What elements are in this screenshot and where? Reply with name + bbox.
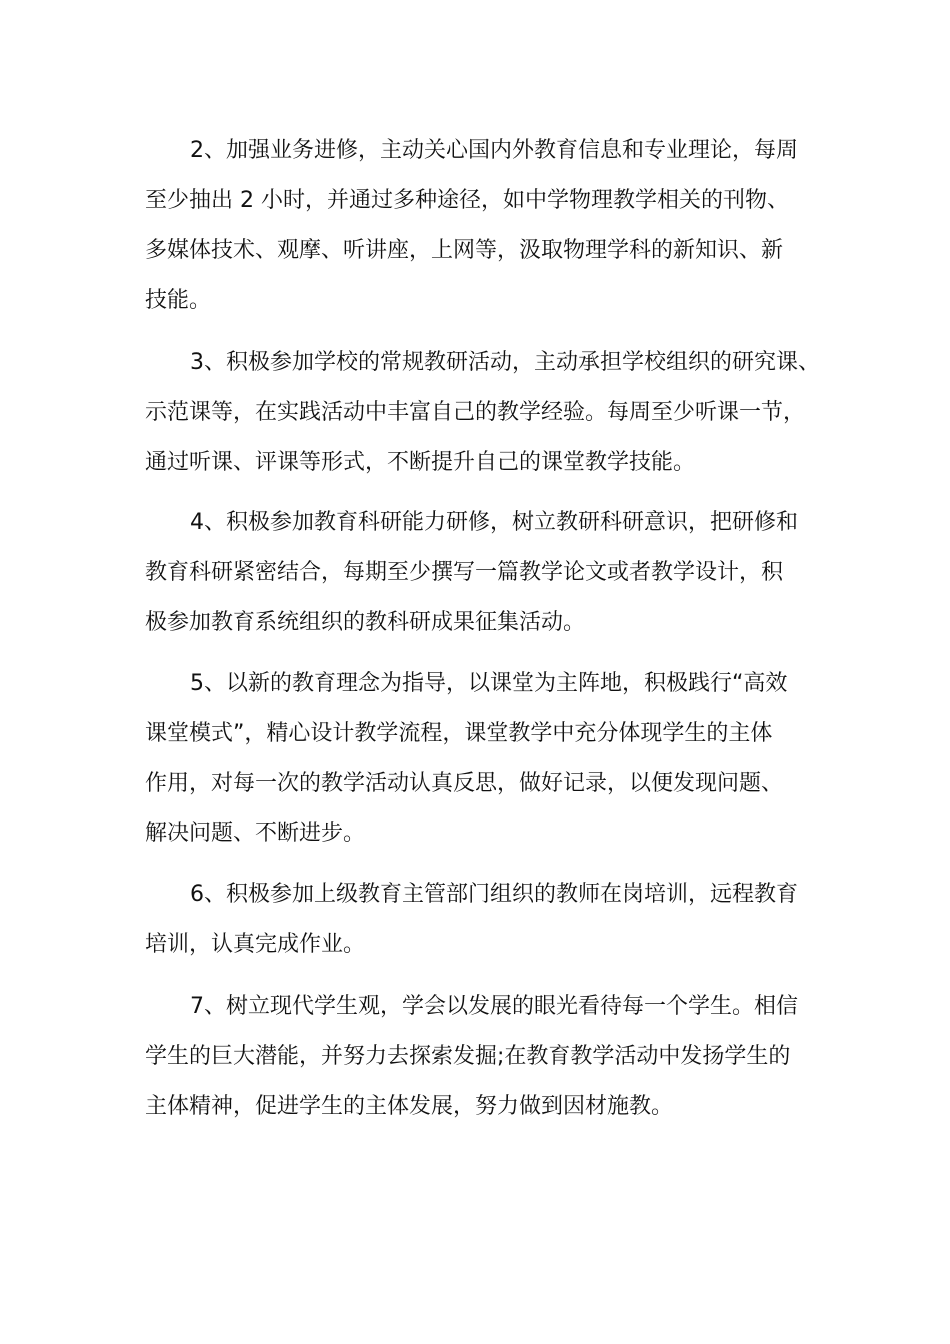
- text-line: 极参加教育系统组织的教科研成果征集活动。: [145, 610, 586, 635]
- text-line: 培训，认真完成作业。: [145, 932, 366, 957]
- text-line: 3、积极参加学校的常规教研活动，主动承担学校组织的研究课、: [190, 350, 820, 375]
- text-line: 示范课等，在实践活动中丰富自己的教学经验。每周至少听课一节，: [145, 400, 806, 425]
- text-line: 课堂模式”，精心设计教学流程，课堂教学中充分体现学生的主体: [145, 721, 773, 746]
- text-line: 多媒体技术、观摩、听讲座，上网等，汲取物理学科的新知识、新: [145, 238, 784, 263]
- text-line: 解决问题、不断进步。: [145, 821, 366, 846]
- paragraph-4: [145, 498, 798, 648]
- text-line: 主体精神，促进学生的主体发展，努力做到因材施教。: [145, 1094, 674, 1119]
- text-line: 6、积极参加上级教育主管部门组织的教师在岗培训，远程教育: [190, 882, 798, 907]
- paragraph-6: [145, 870, 798, 970]
- paragraph-2: [145, 126, 798, 326]
- text-line: 至少抽出 2 小时，并通过多种途径，如中学物理教学相关的刊物、: [145, 188, 789, 213]
- text-line: 通过听课、评课等形式，不断提升自己的课堂教学技能。: [145, 450, 696, 475]
- text-line: 5、以新的教育理念为指导，以课堂为主阵地，积极践行“高效: [190, 671, 788, 696]
- text-line: 作用，对每一次的教学活动认真反思，做好记录，以便发现问题、: [145, 771, 784, 796]
- text-line: 4、积极参加教育科研能力研修，树立教研科研意识，把研修和: [190, 510, 798, 535]
- text-line: 教育科研紧密结合，每期至少撰写一篇教学论文或者教学设计，积: [145, 560, 784, 585]
- paragraph-7: [145, 982, 798, 1132]
- text-line: 2、加强业务进修，主动关心国内外教育信息和专业理论，每周: [190, 138, 798, 163]
- paragraph-5: [145, 659, 787, 859]
- paragraph-3: [145, 338, 820, 488]
- text-line: 技能。: [145, 288, 212, 313]
- text-line: 学生的巨大潜能，并努力去探索发掘;在教育教学活动中发扬学生的: [145, 1044, 791, 1069]
- text-line: 7、树立现代学生观，学会以发展的眼光看待每一个学生。相信: [190, 994, 798, 1019]
